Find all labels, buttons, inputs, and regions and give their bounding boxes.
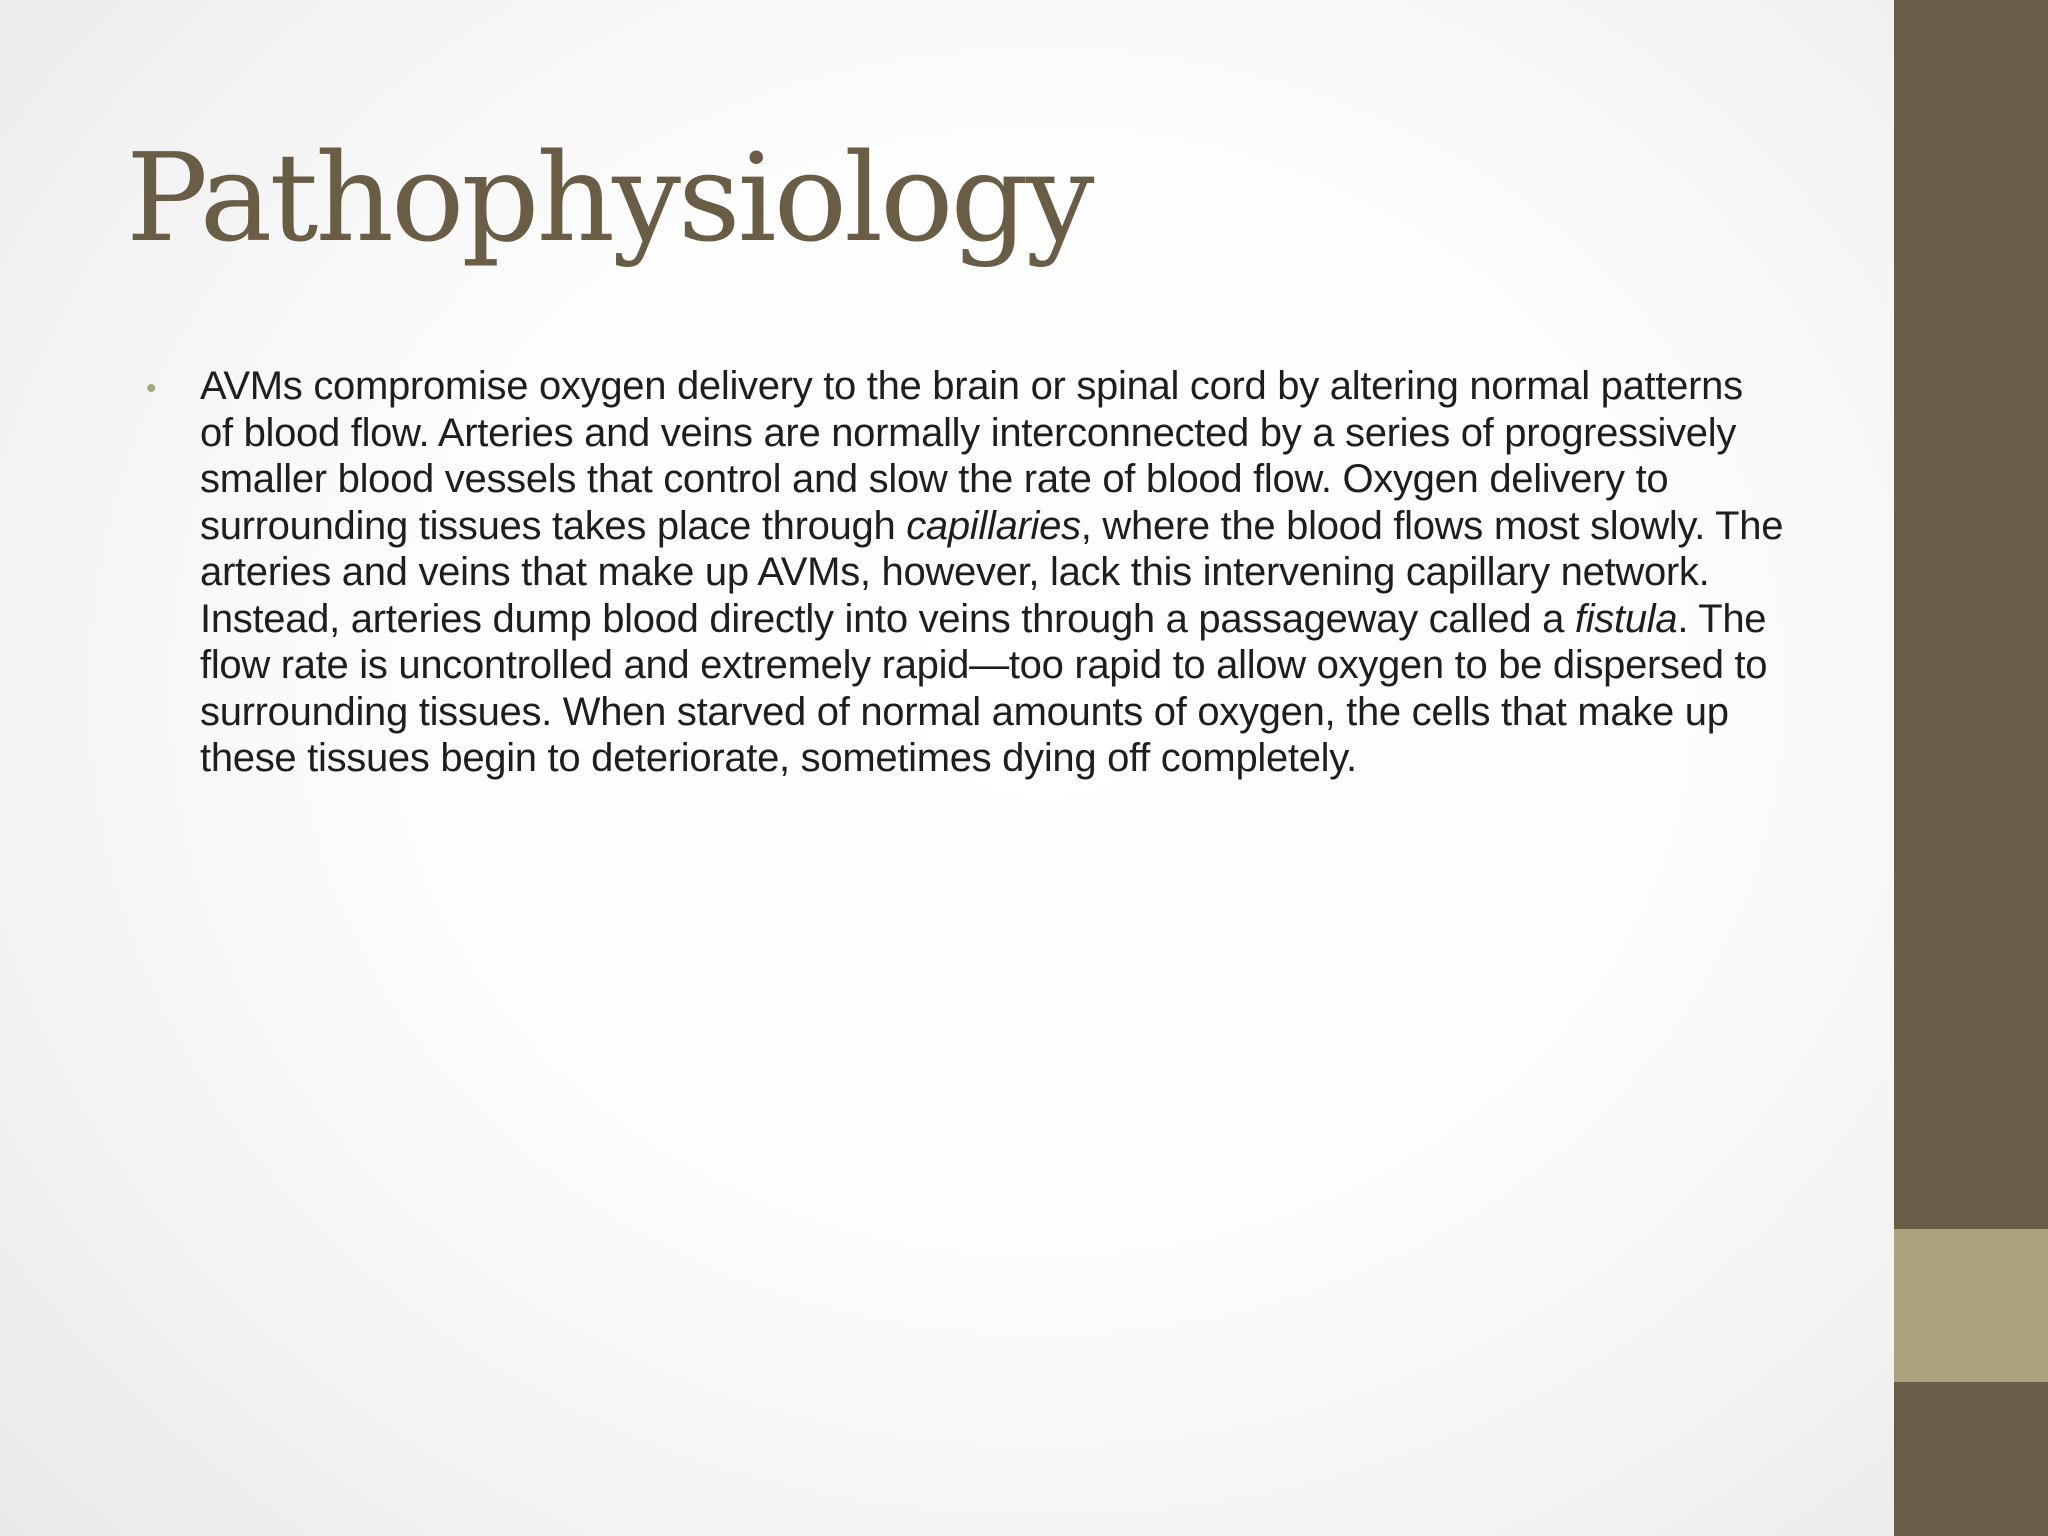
- bullet-marker: •: [146, 372, 157, 405]
- body-text-part-3: . The flow rate is uncontrolled and extremely rapid—too rapid to allow oxygen to be dispersed to surrounding tissues. When starved of normal amounts of oxygen, the cells that make up these tissues begin to deteriorate, sometimes dying off completely.: [200, 596, 1768, 780]
- decorative-side-bar-accent: [1894, 1229, 2048, 1382]
- bullet-paragraph: [200, 363, 1786, 782]
- term-fistula: fistula: [1574, 596, 1678, 641]
- slide-title: Pathophysiology: [126, 127, 1092, 269]
- bullet-list: [146, 363, 1786, 782]
- term-capillaries: capillaries: [906, 503, 1081, 548]
- body-text-part-1: AVMs compromise oxygen delivery to the brain or spinal cord by altering normal patterns of blood flow. Arteries and veins are normally interconnected by a series of progressively smaller blood vessels that control and slow the rate of blood flow. Oxygen delivery to surrounding tissues takes place through: [200, 364, 1743, 548]
- body-text-part-2: , where the blood flows most slowly. The arteries and veins that make up AVMs, however, lack this intervening capillary network. Instead, arteries dump blood directly into veins through a passageway called a: [200, 503, 1784, 641]
